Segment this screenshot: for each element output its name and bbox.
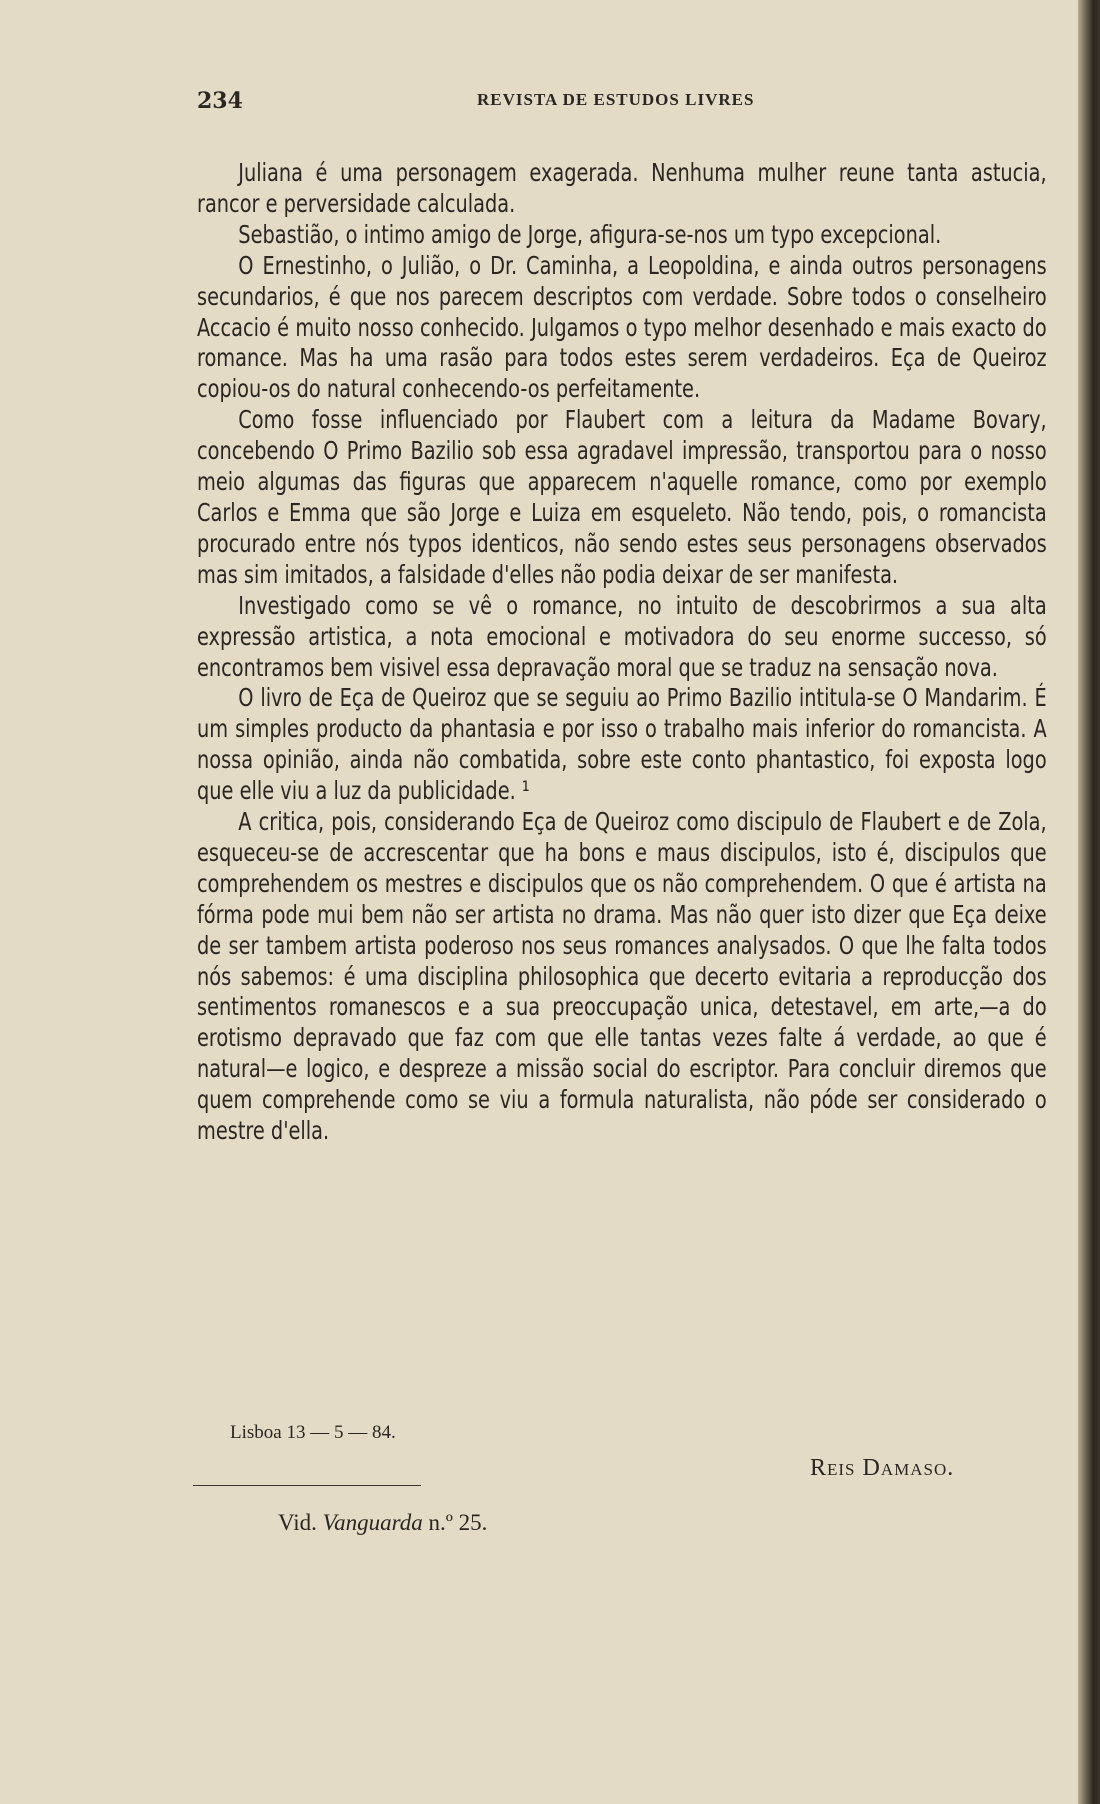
article-body [197, 158, 1047, 1147]
paragraph-2: Sebastião, o intimo amigo de Jorge, afigura-se-nos um typo excepcional. [238, 219, 942, 249]
footnote-suffix: n.º 25. [428, 1510, 488, 1535]
footnote [278, 1510, 487, 1536]
footnote-divider [193, 1485, 421, 1486]
footnote-prefix: Vid. [278, 1510, 317, 1535]
paragraph-4: Como fosse influenciado por Flaubert com a leitura da Madame Bovary, concebendo O Primo Bazilio sob essa agradavel impressão, transportou para o nosso meio algumas das figuras que apparecem n'aquelle romance, como por exemplo Carlos e Emma que são Jorge e Luiza em esqueleto. Não tendo, pois, o romancista procurado entre nós typos identicos, não sendo estes seus personagens observados mas sim imitados, a falsidade d'elles não podia deixar de ser manifesta. [197, 405, 1047, 589]
paragraph-7: A critica, pois, considerando Eça de Queiroz como discipulo de Flaubert e de Zola, esqueceu-se de accrescentar que ha bons e maus discipulos, isto é, discipulos que comprehendem os mestres e discipulos que os não comprehendem. O que é artista na fórma pode mui bem não ser artista no drama. Mas não quer isto dizer que Eça deixe de ser tambem artista poderoso nos seus romances analysados. O que lhe falta todos nós sabemos: é uma disciplina philosophica que decerto evitaria a reproducção dos sentimentos romanescos e a sua preoccupação unica, detestavel, em arte,—a do erotismo depravado que faz com que elle tantas vezes falte á verdade, ao que é natural—e logico, e despreze a missão social do escriptor. Para concluir diremos que quem comprehende como se viu a formula naturalista, não póde ser considerado o mestre d'ella. [197, 807, 1047, 1146]
author-signature: Reis Damaso. [810, 1455, 955, 1481]
footnote-title: Vanguarda [322, 1510, 423, 1535]
paragraph-5: Investigado como se vê o romance, no intuito de descobrirmos a sua alta expressão artistica, a nota emocional e motivadora do seu enorme successo, só encontramos bem visivel essa depravação moral que se traduz na sensação nova. [197, 590, 1047, 682]
paragraph-1: Juliana é uma personagem exagerada. Nenhuma mulher reune tanta astucia, rancor e perversidade calculada. [197, 158, 1047, 218]
page-number: 234 [197, 88, 243, 114]
dateline: Lisboa 13 — 5 — 84. [230, 1422, 396, 1443]
paragraph-3: O Ernestinho, o Julião, o Dr. Caminha, a Leopoldina, e ainda outros personagens secundarios, é que nos parecem descriptos com verdade. Sobre todos o conselheiro Accacio é muito nosso conhecido. Julgamos o typo melhor desenhado e mais exacto do romance. Mas ha uma rasão para todos estes serem verdadeiros. Eça de Queiroz copiou-os do natural conhecendo-os perfeitamente. [197, 250, 1047, 404]
book-binding-edge [1078, 0, 1100, 1804]
paragraph-6: O livro de Eça de Queiroz que se seguiu ao Primo Bazilio intitula-se O Mandarim. É um simples producto da phantasia e por isso o trabalho mais inferior do romancista. A nossa opinião, ainda não combatida, sobre este conto phantastico, foi exposta logo que elle viu a luz da publicidade. ¹ [197, 683, 1047, 806]
running-head: REVISTA DE ESTUDOS LIVRES [477, 90, 755, 109]
page-header [197, 88, 1020, 118]
